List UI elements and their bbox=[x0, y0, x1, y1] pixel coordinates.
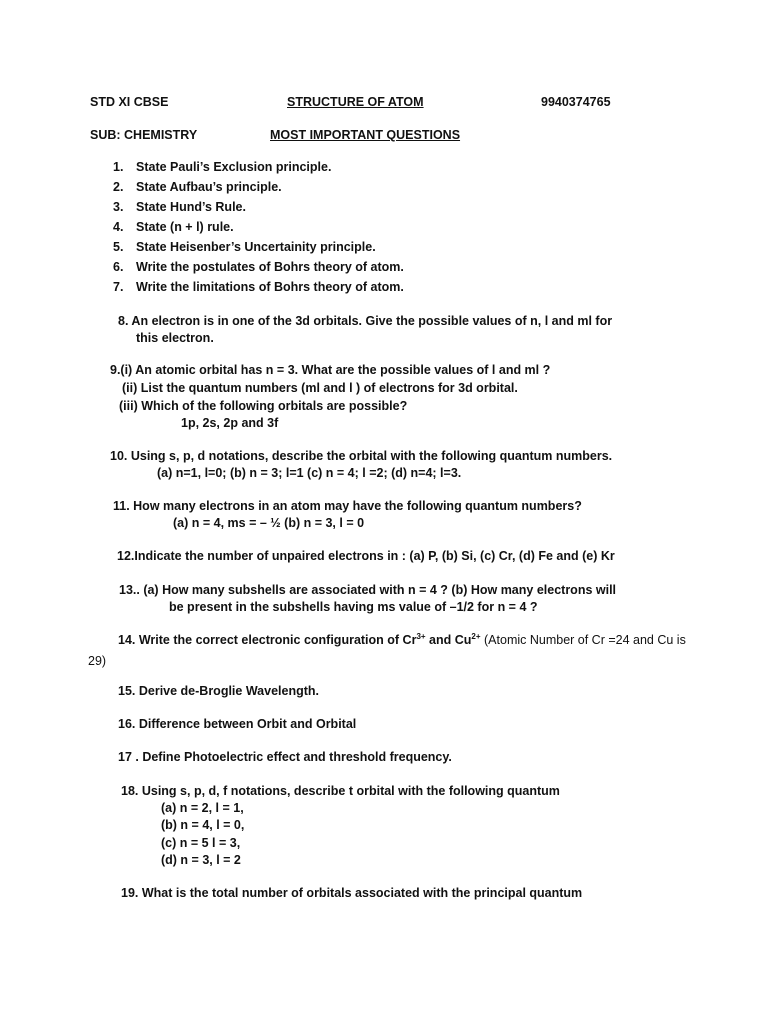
subject-label: SUB: CHEMISTRY bbox=[90, 128, 198, 142]
question-9-line-4: 1p, 2s, 2p and 3f bbox=[181, 416, 279, 430]
cu-charge: 2+ bbox=[471, 631, 481, 641]
list-item-number: 6. bbox=[113, 260, 124, 274]
question-18-part: (c) n = 5 l = 3, bbox=[161, 836, 241, 850]
question-12-line-1: 12.Indicate the number of unpaired electrons in : (a) P, (b) Si, (c) Cr, (d) Fe and (e) Kr bbox=[117, 549, 615, 563]
list-item-number: 3. bbox=[113, 200, 124, 214]
question-9-line-2: (ii) List the quantum numbers (ml and l ) of electrons for 3d orbital. bbox=[122, 381, 518, 395]
question-18-part: (a) n = 2, l = 1, bbox=[161, 801, 244, 815]
question-18-part: (b) n = 4, l = 0, bbox=[161, 818, 245, 832]
question-14-mid: and Cu bbox=[429, 633, 472, 647]
page-subtitle: MOST IMPORTANT QUESTIONS bbox=[270, 128, 461, 142]
question-18-line-1: 18. Using s, p, d, f notations, describe t orbital with the following quantum bbox=[121, 784, 560, 798]
question-11-line-1: 11. How many electrons in an atom may have the following quantum numbers? bbox=[113, 499, 582, 513]
phone-number: 9940374765 bbox=[541, 95, 611, 109]
cr-charge: 3+ bbox=[416, 631, 426, 641]
list-item-text: Write the limitations of Bohrs theory of atom. bbox=[136, 280, 404, 294]
question-8-line-1: 8. An electron is in one of the 3d orbitals. Give the possible values of n, l and ml for bbox=[118, 314, 613, 328]
list-item-number: 1. bbox=[113, 160, 124, 174]
list-item-number: 4. bbox=[113, 220, 124, 234]
question-16-line-1: 16. Difference between Orbit and Orbital bbox=[118, 717, 357, 731]
question-10-line-1: 10. Using s, p, d notations, describe the orbital with the following quantum numbers. bbox=[110, 449, 613, 463]
question-10-line-2: (a) n=1, l=0; (b) n = 3; l=1 (c) n = 4; l =2; (d) n=4; l=3. bbox=[157, 466, 462, 480]
question-8-line-2: this electron. bbox=[136, 331, 214, 345]
question-9-line-3: (iii) Which of the following orbitals are possible? bbox=[119, 399, 408, 413]
question-15-line-1: 15. Derive de-Broglie Wavelength. bbox=[118, 684, 319, 698]
list-item-text: State (n + l) rule. bbox=[136, 220, 234, 234]
list-item-text: State Aufbau’s principle. bbox=[136, 180, 282, 194]
question-14-prefix: 14. Write the correct electronic configuration of Cr bbox=[118, 633, 417, 647]
question-11-line-2: (a) n = 4, ms = – ½ (b) n = 3, l = 0 bbox=[173, 516, 365, 530]
question-17-line-1: 17 . Define Photoelectric effect and threshold frequency. bbox=[118, 750, 452, 764]
list-item-text: Write the postulates of Bohrs theory of atom. bbox=[136, 260, 404, 274]
page-title: STRUCTURE OF ATOM bbox=[287, 95, 424, 109]
list-item-text: State Heisenber’s Uncertainity principle. bbox=[136, 240, 376, 254]
question-13-line-2: be present in the subshells having ms value of –1/2 for n = 4 ? bbox=[169, 600, 538, 614]
std-label: STD XI CBSE bbox=[90, 95, 169, 109]
list-item-number: 5. bbox=[113, 240, 124, 254]
question-14-line-2: 29) bbox=[88, 654, 107, 668]
list-item-text: State Hund’s Rule. bbox=[136, 200, 246, 214]
question-14-line-1 bbox=[118, 633, 686, 648]
question-9-line-1: 9.(i) An atomic orbital has n = 3. What are the possible values of l and ml ? bbox=[110, 363, 551, 377]
question-19-line-1: 19. What is the total number of orbitals associated with the principal quantum bbox=[121, 886, 583, 900]
list-item-number: 7. bbox=[113, 280, 124, 294]
question-18-part: (d) n = 3, l = 2 bbox=[161, 853, 241, 867]
question-13-line-1: 13.. (a) How many subshells are associated with n = 4 ? (b) How many electrons will bbox=[119, 583, 617, 597]
list-item-number: 2. bbox=[113, 180, 124, 194]
list-item-text: State Pauli’s Exclusion principle. bbox=[136, 160, 332, 174]
question-14-suffix: (Atomic Number of Cr =24 and Cu is bbox=[484, 633, 686, 647]
